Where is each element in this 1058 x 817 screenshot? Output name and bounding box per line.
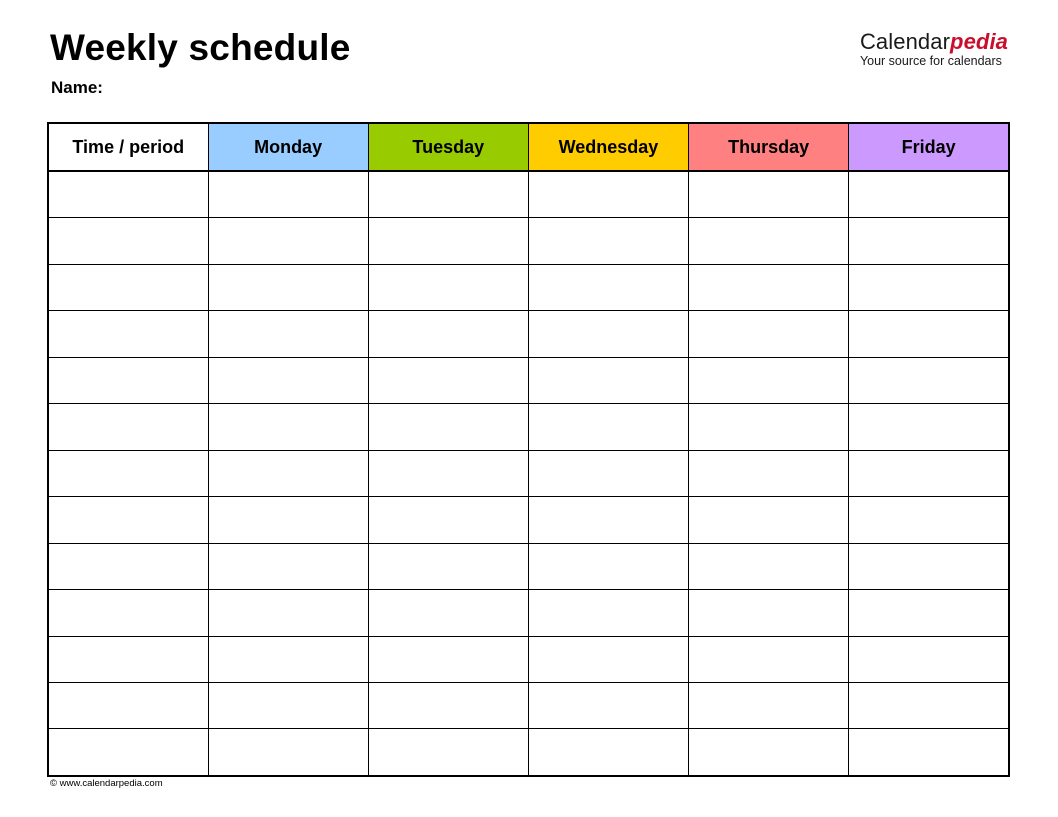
logo-wordmark	[860, 29, 1008, 55]
schedule-row	[48, 264, 1009, 310]
schedule-cell[interactable]	[849, 218, 1009, 264]
schedule-row	[48, 497, 1009, 543]
schedule-cell[interactable]	[689, 450, 849, 496]
schedule-row	[48, 543, 1009, 589]
schedule-cell[interactable]	[689, 590, 849, 636]
schedule-cell[interactable]	[528, 218, 688, 264]
time-period-cell[interactable]	[48, 497, 208, 543]
schedule-body	[48, 171, 1009, 776]
schedule-row	[48, 357, 1009, 403]
schedule-cell[interactable]	[689, 357, 849, 403]
schedule-cell[interactable]	[368, 450, 528, 496]
time-period-cell[interactable]	[48, 357, 208, 403]
schedule-cell[interactable]	[208, 450, 368, 496]
header-thursday: Thursday	[689, 123, 849, 171]
schedule-cell[interactable]	[689, 404, 849, 450]
schedule-cell[interactable]	[528, 264, 688, 310]
schedule-row	[48, 729, 1009, 776]
header-friday: Friday	[849, 123, 1009, 171]
schedule-cell[interactable]	[849, 450, 1009, 496]
header-tuesday: Tuesday	[368, 123, 528, 171]
schedule-cell[interactable]	[689, 543, 849, 589]
schedule-cell[interactable]	[368, 729, 528, 776]
schedule-cell[interactable]	[689, 264, 849, 310]
weekly-schedule-table	[47, 122, 1010, 777]
schedule-row	[48, 636, 1009, 682]
schedule-cell[interactable]	[368, 543, 528, 589]
schedule-cell[interactable]	[208, 357, 368, 403]
schedule-cell[interactable]	[368, 218, 528, 264]
schedule-cell[interactable]	[528, 311, 688, 357]
time-period-cell[interactable]	[48, 311, 208, 357]
schedule-cell[interactable]	[208, 404, 368, 450]
schedule-cell[interactable]	[368, 590, 528, 636]
schedule-cell[interactable]	[849, 404, 1009, 450]
header-monday: Monday	[208, 123, 368, 171]
logo-brand-main: Calendar	[859, 29, 951, 54]
header-time-period: Time / period	[48, 123, 208, 171]
schedule-cell[interactable]	[528, 729, 688, 776]
schedule-cell[interactable]	[689, 497, 849, 543]
schedule-row	[48, 590, 1009, 636]
name-label: Name:	[51, 78, 103, 97]
schedule-cell[interactable]	[528, 543, 688, 589]
schedule-cell[interactable]	[208, 171, 368, 218]
schedule-cell[interactable]	[368, 636, 528, 682]
schedule-cell[interactable]	[528, 636, 688, 682]
time-period-cell[interactable]	[48, 450, 208, 496]
schedule-cell[interactable]	[689, 218, 849, 264]
schedule-cell[interactable]	[849, 357, 1009, 403]
schedule-cell[interactable]	[849, 311, 1009, 357]
schedule-cell[interactable]	[208, 497, 368, 543]
schedule-cell[interactable]	[849, 636, 1009, 682]
schedule-cell[interactable]	[368, 171, 528, 218]
time-period-cell[interactable]	[48, 543, 208, 589]
schedule-row	[48, 682, 1009, 728]
time-period-cell[interactable]	[48, 264, 208, 310]
schedule-cell[interactable]	[528, 171, 688, 218]
schedule-cell[interactable]	[368, 404, 528, 450]
time-period-cell[interactable]	[48, 404, 208, 450]
schedule-cell[interactable]	[368, 311, 528, 357]
schedule-cell[interactable]	[208, 218, 368, 264]
schedule-cell[interactable]	[368, 357, 528, 403]
schedule-row	[48, 218, 1009, 264]
schedule-cell[interactable]	[368, 682, 528, 728]
schedule-cell[interactable]	[849, 543, 1009, 589]
schedule-cell[interactable]	[208, 264, 368, 310]
logo-brand-accent: pedia	[950, 29, 1008, 54]
header-wednesday: Wednesday	[528, 123, 688, 171]
schedule-cell[interactable]	[208, 729, 368, 776]
schedule-cell[interactable]	[208, 636, 368, 682]
schedule-cell[interactable]	[208, 311, 368, 357]
schedule-cell[interactable]	[849, 497, 1009, 543]
time-period-cell[interactable]	[48, 171, 208, 218]
time-period-cell[interactable]	[48, 636, 208, 682]
schedule-cell[interactable]	[849, 171, 1009, 218]
schedule-cell[interactable]	[528, 450, 688, 496]
time-period-cell[interactable]	[48, 590, 208, 636]
schedule-cell[interactable]	[368, 497, 528, 543]
schedule-cell[interactable]	[368, 264, 528, 310]
schedule-row	[48, 311, 1009, 357]
schedule-cell[interactable]	[528, 357, 688, 403]
page-title: Weekly schedule	[50, 27, 351, 68]
time-period-cell[interactable]	[48, 729, 208, 776]
header-row	[48, 123, 1009, 171]
time-period-cell[interactable]	[48, 218, 208, 264]
schedule-cell[interactable]	[849, 590, 1009, 636]
schedule-cell[interactable]	[849, 682, 1009, 728]
schedule-row	[48, 450, 1009, 496]
schedule-cell[interactable]	[208, 590, 368, 636]
schedule-cell[interactable]	[689, 171, 849, 218]
schedule-cell[interactable]	[208, 543, 368, 589]
schedule-cell[interactable]	[208, 682, 368, 728]
schedule-cell[interactable]	[689, 636, 849, 682]
schedule-cell[interactable]	[849, 264, 1009, 310]
schedule-cell[interactable]	[689, 682, 849, 728]
schedule-cell[interactable]	[528, 404, 688, 450]
calendarpedia-logo[interactable]	[860, 29, 1008, 68]
schedule-cell[interactable]	[689, 311, 849, 357]
schedule-cell[interactable]	[528, 497, 688, 543]
schedule-cell[interactable]	[849, 729, 1009, 776]
schedule-cell[interactable]	[689, 729, 849, 776]
schedule-cell[interactable]	[528, 682, 688, 728]
schedule-cell[interactable]	[528, 590, 688, 636]
schedule-row	[48, 404, 1009, 450]
logo-tagline: Your source for calendars	[859, 54, 1002, 68]
copyright-text: © www.calendarpedia.com	[50, 778, 163, 789]
schedule-row	[48, 171, 1009, 218]
time-period-cell[interactable]	[48, 682, 208, 728]
